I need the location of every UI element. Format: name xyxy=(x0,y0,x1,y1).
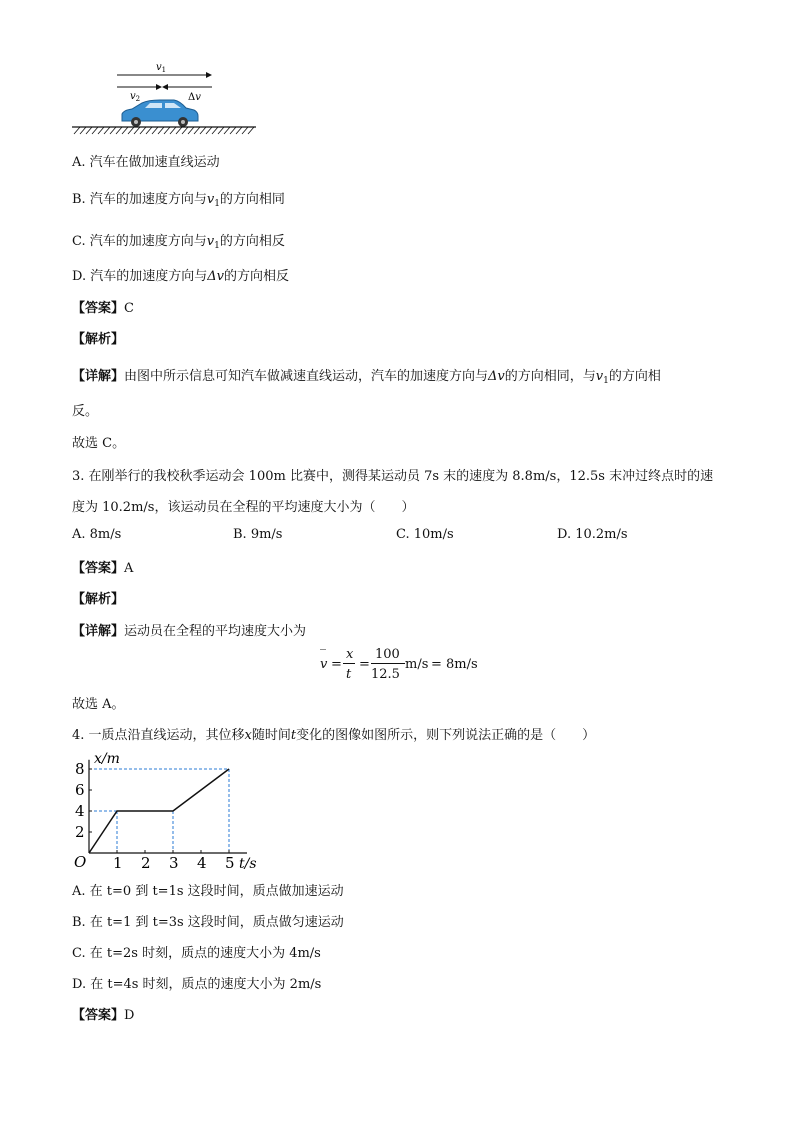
q4-option-a-pre: A. 在 xyxy=(72,884,103,899)
y-tick-label: 2 xyxy=(75,823,85,841)
q4-answer xyxy=(72,1004,134,1023)
q2-option-c-pre: C. 汽车的加速度方向与 xyxy=(72,234,207,249)
q2-conclusion: 故选 C。 xyxy=(72,436,126,451)
answer-value: D xyxy=(124,1008,135,1023)
q2-option-d-pre: D. 汽车的加速度方向与 xyxy=(72,269,208,284)
formula-lhs: v xyxy=(320,657,328,672)
detail-mid: 的方向相同，与 xyxy=(504,369,596,384)
q2-option-d-var: Δv xyxy=(207,269,224,284)
answer-tag: 【答案】 xyxy=(72,301,125,316)
y-tick-label: 8 xyxy=(75,760,85,778)
detail-var1: Δv xyxy=(488,369,505,384)
q4-stem-post: 变化的图像如图所示，则下列说法正确的是（ ） xyxy=(296,728,596,743)
q2-option-d xyxy=(72,265,289,284)
q3-option-c: C. 10m/s xyxy=(396,527,454,542)
x-tick-label: 5 xyxy=(225,854,235,872)
x-tick-label: 1 xyxy=(113,854,123,872)
y-tick-label: 4 xyxy=(75,802,85,820)
q2-option-b-sub: 1 xyxy=(214,199,220,209)
q2-option-b xyxy=(72,188,285,209)
formula-den1: t xyxy=(346,667,352,682)
formula-unit: m/s xyxy=(405,657,429,672)
q2-option-c xyxy=(72,230,285,251)
answer-tag: 【答案】 xyxy=(72,1008,125,1023)
q2-option-b-var: v xyxy=(206,192,215,207)
q3-answer xyxy=(72,557,133,576)
detail-text: 运动员在全程的平均速度大小为 xyxy=(124,624,307,639)
detail-tag: 【详解】 xyxy=(72,369,125,384)
detail-var2-sub: 1 xyxy=(603,376,609,386)
q3-analysis-tag: 【解析】 xyxy=(72,592,125,607)
q3-conclusion: 故选 A。 xyxy=(72,697,125,712)
q2-option-b-pre: B. 汽车的加速度方向与 xyxy=(72,192,207,207)
x-tick-label: 3 xyxy=(169,854,179,872)
q3-stem-line2: 度为 10.2m/s，该运动员在全程的平均速度大小为（ ） xyxy=(72,500,415,515)
car-icon xyxy=(122,100,198,127)
q3-option-d: D. 10.2m/s xyxy=(557,527,628,542)
q4-option-c: C. 在 t=2s 时刻，质点的速度大小为 4m/s xyxy=(72,946,321,961)
y-tick-label: 6 xyxy=(75,781,85,799)
formula-num1: x xyxy=(346,647,354,662)
q4-option-d: D. 在 t=4s 时刻，质点的速度大小为 2m/s xyxy=(72,977,322,992)
q2-option-c-post: 的方向相反 xyxy=(219,234,285,249)
y-axis-label: x/m xyxy=(94,750,120,767)
formula-den2: 12.5 xyxy=(371,667,400,682)
q2-detail xyxy=(72,365,661,386)
q4-option-a xyxy=(72,880,344,899)
q3-option-b: B. 9m/s xyxy=(233,527,283,542)
q4-stem-t: t xyxy=(290,728,297,743)
formula-result: = 8m/s xyxy=(431,657,478,672)
q3-option-a: A. 8m/s xyxy=(72,527,122,542)
detail-pre: 由图中所示信息可知汽车做减速直线运动，汽车的加速度方向与 xyxy=(124,369,489,384)
q3-formula: ‾ v = x t = 100 12.5 m/s = 8m/s xyxy=(320,647,478,682)
q2-answer xyxy=(72,297,134,316)
q4-stem-x: x xyxy=(244,728,252,743)
formula-num2: 100 xyxy=(375,647,400,662)
q4-stem xyxy=(72,724,595,743)
detail-var2: v xyxy=(595,369,604,384)
q2-analysis-tag: 【解析】 xyxy=(72,332,125,347)
answer-value: A xyxy=(124,561,134,576)
q2-option-c-sub: 1 xyxy=(214,241,220,251)
v2-label: $v_2$ xyxy=(130,91,141,103)
q4-stem-mid: 随时间 xyxy=(251,728,291,743)
q4-stem-pre: 4. 一质点沿直线运动，其位移 xyxy=(72,728,245,743)
dv-label: Δv xyxy=(188,92,201,103)
q2-option-b-post: 的方向相同 xyxy=(219,192,285,207)
q2-option-a: A. 汽车在做加速直线运动 xyxy=(72,155,220,170)
detail-tag: 【详解】 xyxy=(72,624,125,639)
v1-label: $v_1$ xyxy=(156,62,167,74)
q2-detail-line2: 反。 xyxy=(72,404,99,419)
answer-value: C xyxy=(124,301,134,316)
x-axis-label: t/s xyxy=(239,856,257,872)
q4-option-b: B. 在 t=1 到 t=3s 这段时间，质点做匀速运动 xyxy=(72,915,344,930)
detail-post: 的方向相 xyxy=(608,369,661,384)
q4-option-a-body: t=0 到 t=1s 这段时间，质点做加速运动 xyxy=(106,884,344,899)
x-tick-label: 4 xyxy=(197,854,207,872)
q2-option-c-var: v xyxy=(206,234,215,249)
q3-stem-line1: 3. 在刚举行的我校秋季运动会 100m 比赛中，测得某运动员 7s 末的速度为 8.8m/s，12.5s 末冲过终点时的速 xyxy=(72,469,714,484)
q3-detail xyxy=(72,620,306,639)
origin-label: O xyxy=(74,853,87,871)
x-tick-label: 2 xyxy=(141,854,151,872)
answer-tag: 【答案】 xyxy=(72,561,125,576)
xt-chart xyxy=(72,745,272,875)
q2-option-d-post: 的方向相反 xyxy=(223,269,289,284)
car-vector-figure xyxy=(70,58,260,144)
